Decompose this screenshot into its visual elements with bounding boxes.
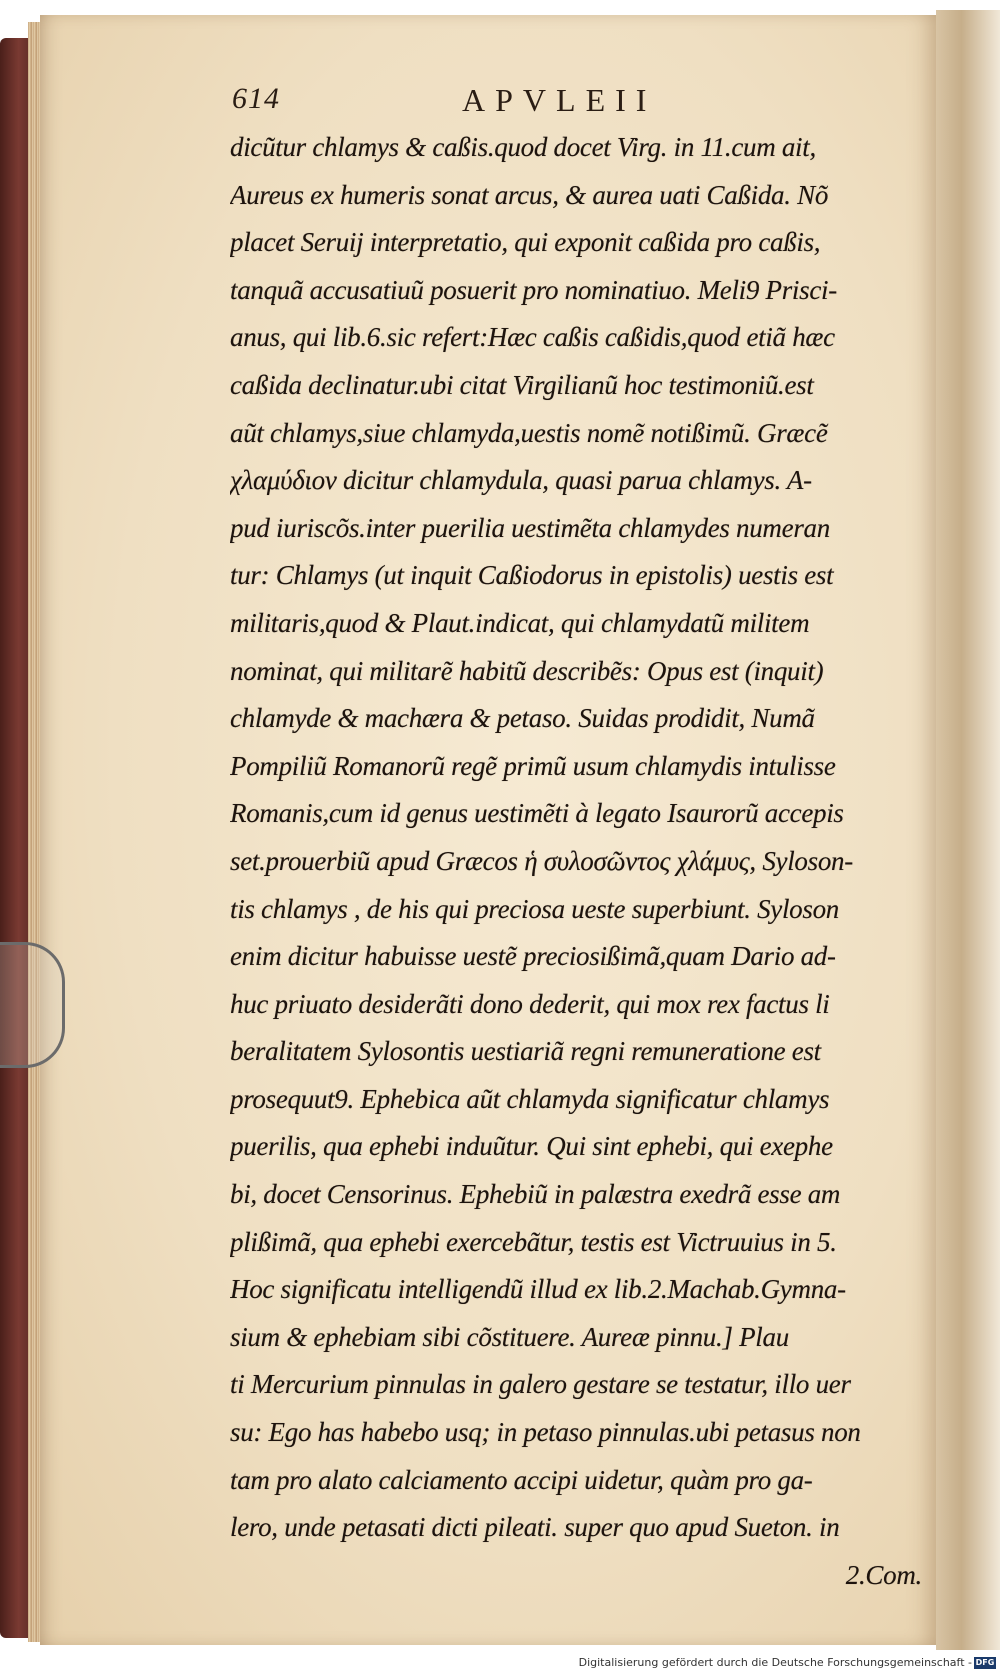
text-line: beralitatem Sylosontis uestiariã regni remuneratione est <box>230 1036 821 1067</box>
text-line: caßida declinatur.ubi citat Virgilianũ hoc testimoniũ.est <box>230 369 814 400</box>
text-line: tur: Chlamys (ut inquit Caßiodorus in epistolis) uestis est <box>230 560 834 591</box>
text-line: huc priuato desiderãti dono dederit, qui mox rex factus li <box>230 988 830 1019</box>
text-line: lero, unde petasati dicti pileati. super quo apud Sueton. in <box>230 1512 840 1543</box>
text-line: puerilis, qua ephebi induũtur. Qui sint ephebi, qui exephe <box>230 1131 833 1162</box>
page-number: 614 <box>232 82 280 115</box>
text-line: Aureus ex humeris sonat arcus, & aurea uati Caßida. Nõ <box>230 179 829 210</box>
page-gutter-edge <box>936 10 1000 1650</box>
text-line: enim dicitur habuisse uestẽ preciosißimã,quam Dario ad- <box>230 941 836 972</box>
text-line: tam pro alato calciamento accipi uidetur, quàm pro ga- <box>230 1464 813 1495</box>
text-line: aũt chlamys,siue chlamyda,uestis nomẽ notißimũ. Græcẽ <box>230 417 828 448</box>
text-line: tis chlamys , de his qui preciosa ueste superbiunt. Syloson <box>230 893 839 924</box>
catchword: 2.Com. <box>845 1559 922 1590</box>
text-line: plißimã, qua ephebi exercebãtur, testis est Victruuius in 5. <box>230 1226 837 1257</box>
page-header <box>232 82 922 126</box>
text-line: placet Seruij interpretatio, qui exponit caßida pro caßis, <box>230 227 821 258</box>
text-line: pud iuriscõs.inter puerilia uestimẽta chlamydes numeran <box>230 512 830 543</box>
text-line: Pompiliũ Romanorũ regẽ primũ usum chlamydis intulisse <box>230 750 836 781</box>
text-line: set.prouerbiũ apud Græcos ἡ συλοσῶντος χλάμυς, Syloson- <box>230 845 853 876</box>
footer-bar <box>0 1653 1000 1673</box>
text-line: tanquã accusatiuũ posuerit pro nominatiuo. Meli9 Prisci- <box>230 274 837 305</box>
text-line: nominat, qui militarẽ habitũ describẽs: Opus est (inquit) <box>230 655 824 686</box>
text-line: chlamyde & machæra & petaso. Suidas prodidit, Numã <box>230 703 815 734</box>
text-line: anus, qui lib.6.sic refert:Hæc caßis caßidis,quod etiã hæc <box>230 322 835 353</box>
text-line: militaris,quod & Plaut.indicat, qui chlamydatũ militem <box>230 607 810 638</box>
text-line: su: Ego has habebo usq; in petaso pinnulas.ubi petasus non <box>230 1417 861 1448</box>
text-line: ti Mercurium pinnulas in galero gestare se testatur, illo uer <box>230 1369 851 1400</box>
text-line: Romanis,cum id genus uestimẽti à legato Isaurorũ accepis <box>230 798 844 829</box>
clasp-loop-icon <box>0 942 65 1068</box>
running-head: APVLEII <box>462 82 657 118</box>
text-line: dicũtur chlamys & caßis.quod docet Virg. in 11.cum ait, <box>230 132 816 162</box>
funding-credit: Digitalisierung gefördert durch die Deutsche Forschungsgemeinschaft - <box>578 1656 972 1669</box>
dfg-logo-icon: DFG <box>975 1658 995 1667</box>
text-line: bi, docet Censorinus. Ephebiũ in palæstra exedrã esse am <box>230 1179 841 1210</box>
text-line: prosequut9. Ephebica aũt chlamyda significatur chlamys <box>230 1083 830 1114</box>
text-line: χλαμύδιον dicitur chlamydula, quasi parua chlamys. A- <box>230 465 812 496</box>
text-line: Hoc significatu intelligendũ illud ex lib.2.Machab.Gymna- <box>230 1274 846 1305</box>
body-text <box>230 124 940 1599</box>
text-line: sium & ephebiam sibi cõstituere. Aureæ pinnu.] Plau <box>230 1321 789 1352</box>
